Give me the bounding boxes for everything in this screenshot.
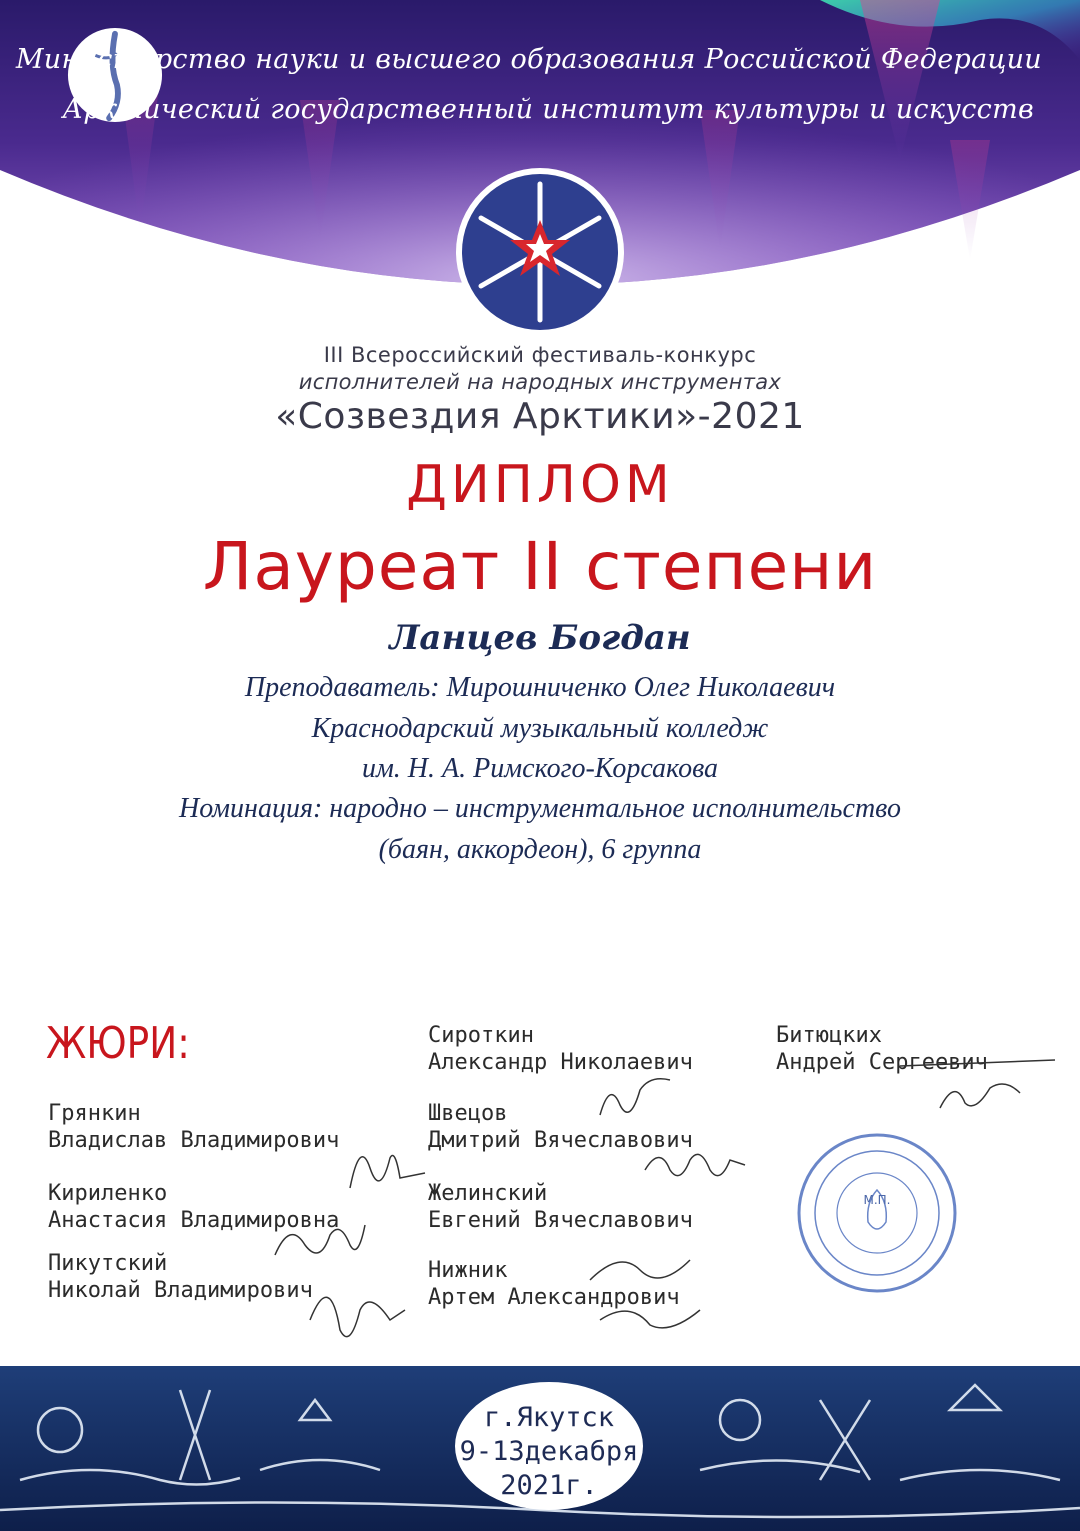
institute-line: Арктический государственный институт культуры и искусств xyxy=(62,94,1034,125)
jury-title: ЖЮРИ: xyxy=(46,1018,190,1069)
jury-surname: Сироткин xyxy=(428,1023,534,1048)
jury-surname: Нижник xyxy=(428,1258,508,1283)
signature-scribble xyxy=(270,1215,370,1275)
jury-surname: Пикутский xyxy=(48,1251,168,1276)
footer-city: г.Якутск xyxy=(483,1402,615,1433)
jury-surname: Битюцких xyxy=(776,1023,882,1048)
jury-given-name: Владислав Владимирович xyxy=(48,1128,340,1153)
jury-given-name: Андрей Сергеевич xyxy=(776,1050,988,1075)
festival-name: «Созвездия Арктики»-2021 xyxy=(275,396,805,437)
signature-scribble xyxy=(900,1048,1060,1118)
ministry-line: Министерство науки и высшего образования Российской Федерации xyxy=(15,44,1042,75)
festival-title-line2: исполнителей на народных инструментах xyxy=(298,370,782,394)
nomination-line1: Номинация: народно – инструментальное исполнительство xyxy=(179,793,901,824)
signature-scribble xyxy=(595,1070,675,1130)
diploma-title: ДИПЛОМ xyxy=(406,455,674,515)
jury-surname: Кириленко xyxy=(48,1181,168,1206)
jury-member xyxy=(428,1022,693,1076)
festival-star-logo xyxy=(454,166,626,338)
festival-title-line1: III Всероссийский фестиваль-конкурс xyxy=(323,343,757,367)
official-seal-stamp xyxy=(796,1132,958,1294)
jury-given-name: Дмитрий Вячеславович xyxy=(428,1128,693,1153)
footer-year: 2021г. xyxy=(500,1470,598,1501)
jury-given-name: Александр Николаевич xyxy=(428,1050,693,1075)
laureate-degree: Лауреат II степени xyxy=(202,528,878,605)
jury-surname: Желинский xyxy=(428,1181,548,1206)
footer-dates: 9-13декабря xyxy=(459,1436,639,1467)
jury-surname: Швецов xyxy=(428,1101,508,1126)
teacher-line: Преподаватель: Мирошниченко Олег Николаевич xyxy=(244,672,836,703)
jury-surname: Грянкин xyxy=(48,1101,141,1126)
jury-given-name: Анастасия Владимировна xyxy=(48,1208,340,1233)
recipient-name: Ланцев Богдан xyxy=(389,618,691,658)
institution-line1: Краснодарский музыкальный колледж xyxy=(311,713,769,744)
signature-scribble xyxy=(340,1128,430,1208)
signature-scribble xyxy=(300,1270,410,1350)
jury-member xyxy=(48,1100,339,1154)
institution-line2: им. Н. А. Римского-Корсакова xyxy=(361,753,719,784)
signature-scribble xyxy=(640,1140,750,1190)
signature-scribble xyxy=(580,1240,710,1340)
jury-given-name: Николай Владимирович xyxy=(48,1278,313,1303)
stamp-label: М.П. xyxy=(863,1193,891,1207)
jury-given-name: Евгений Вячеславович xyxy=(428,1208,693,1233)
jury-given-name: Артем Александрович xyxy=(428,1285,680,1310)
nomination-line2: (баян, аккордеон), 6 группа xyxy=(378,834,702,865)
